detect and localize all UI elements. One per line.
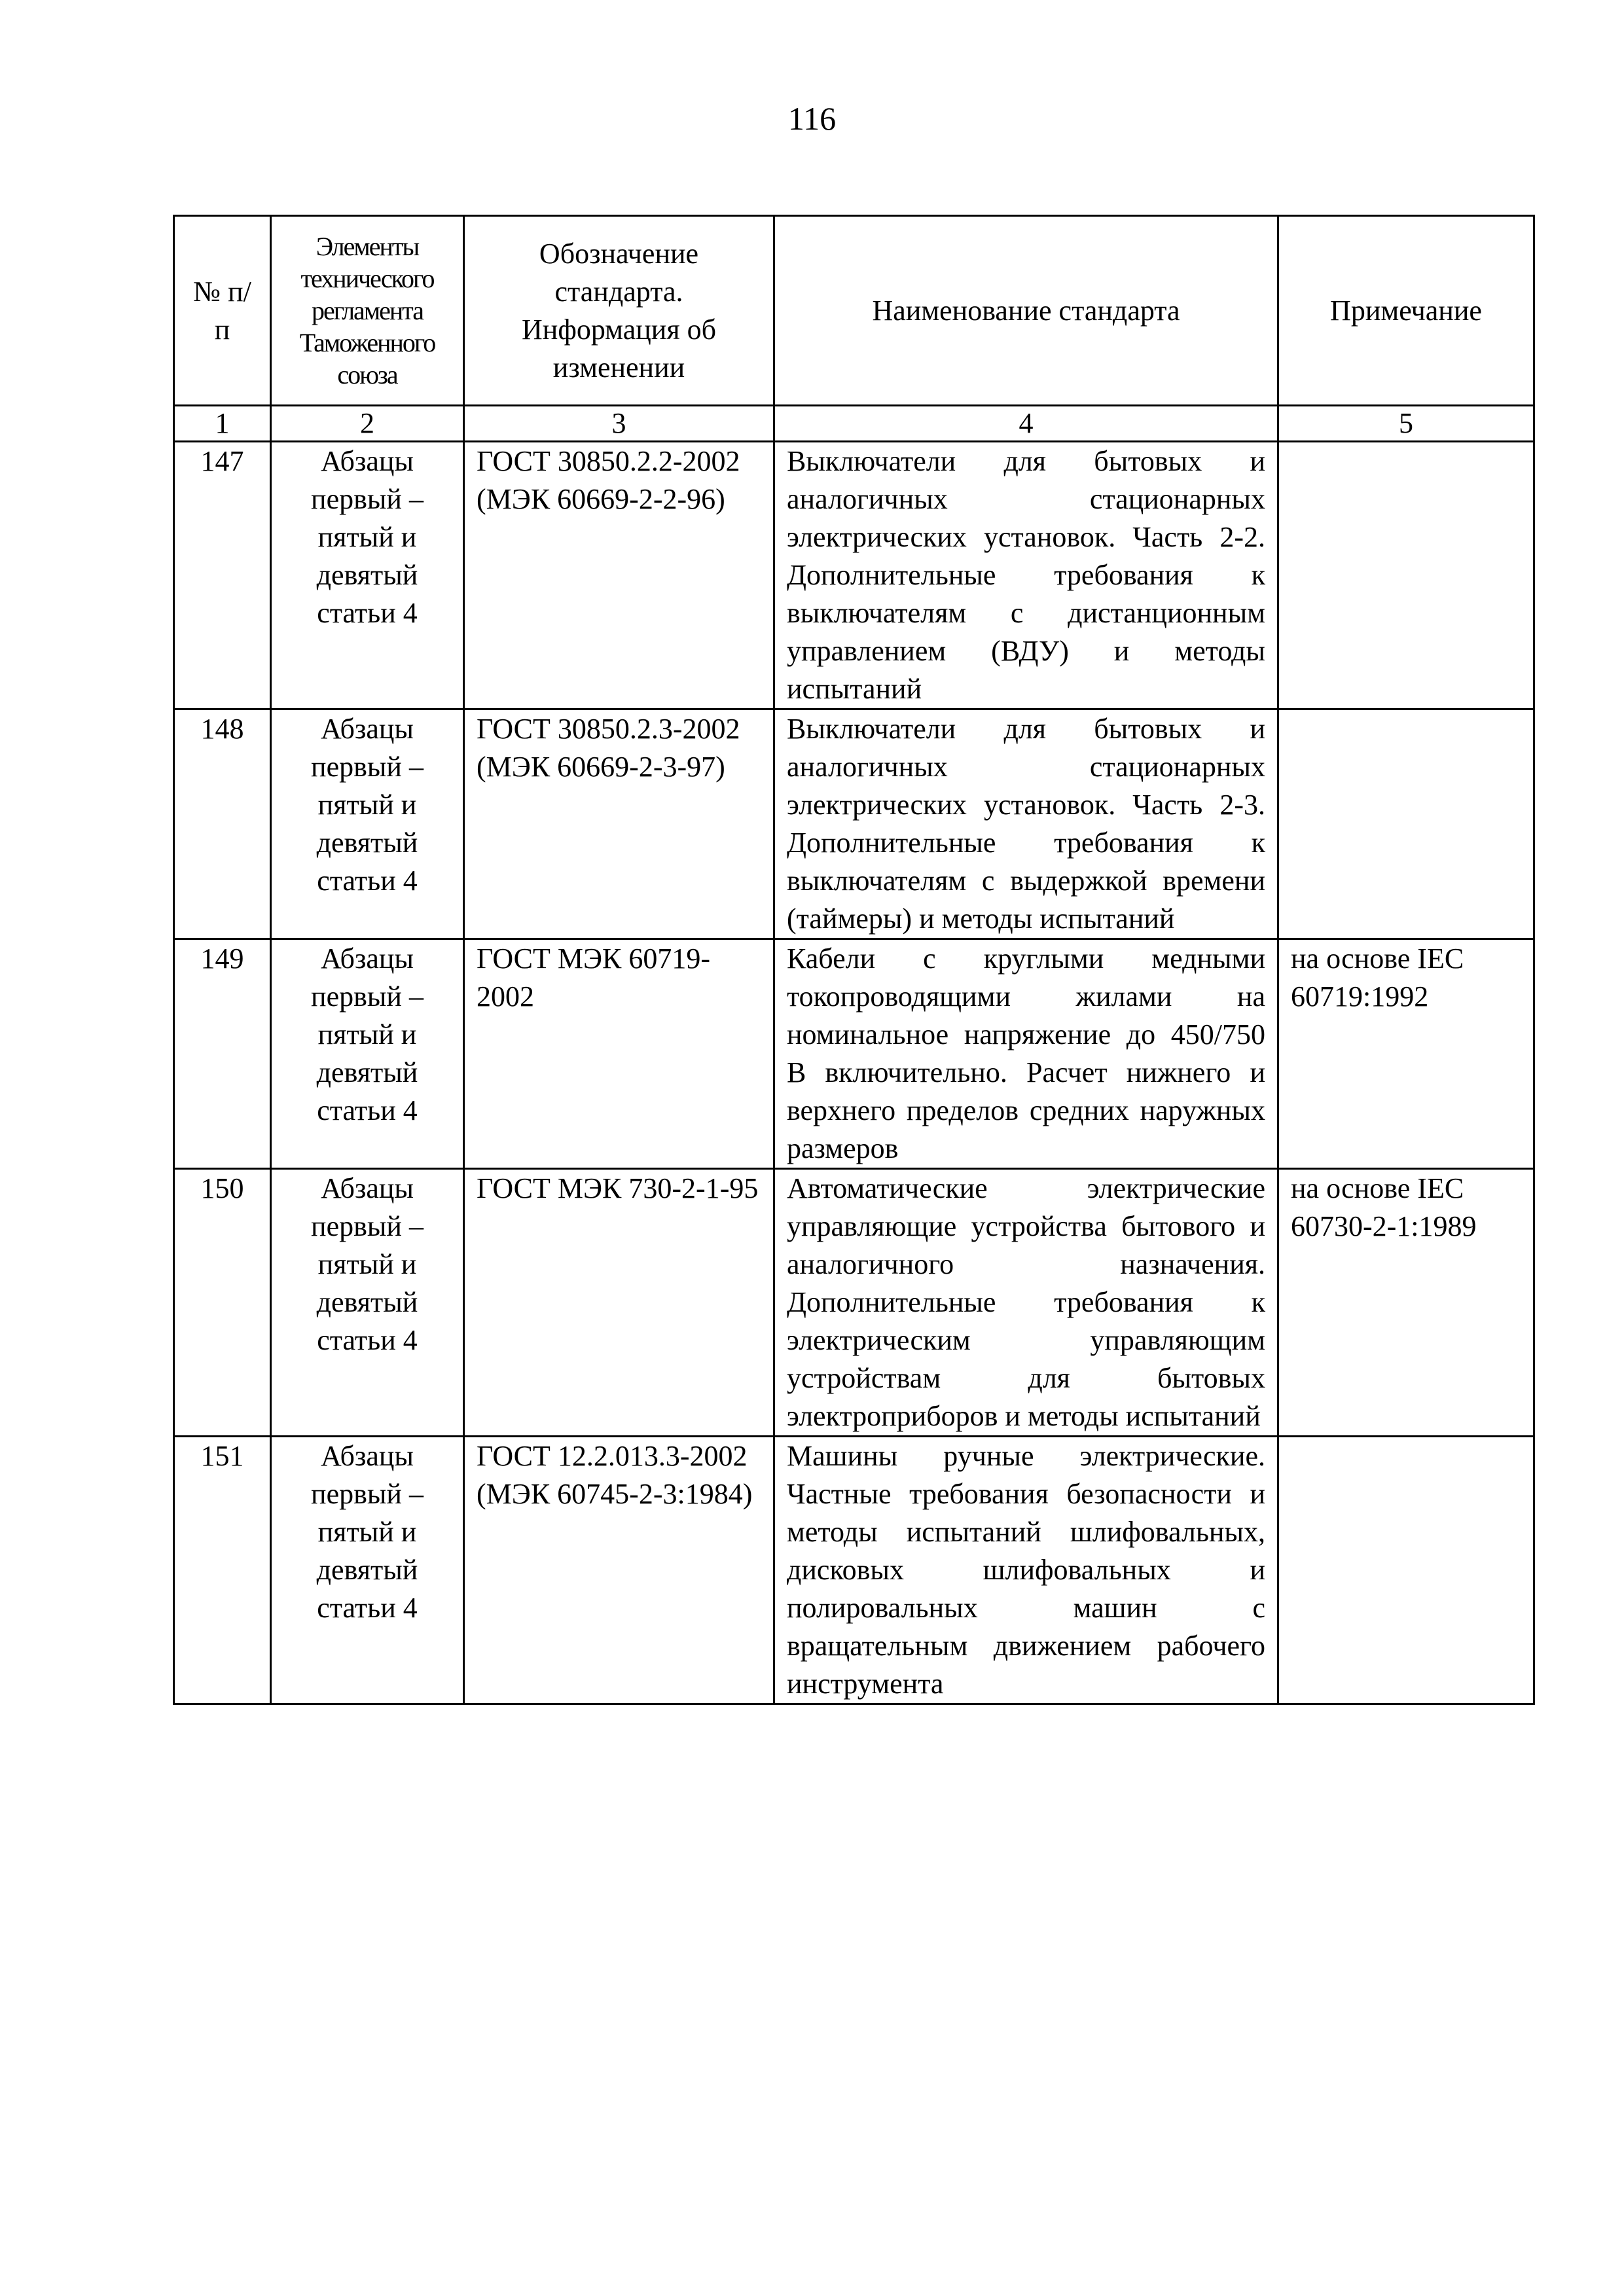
row-note — [1278, 442, 1534, 709]
row-elements: Абзацы первый – пятый и девятый статьи 4 — [271, 1437, 464, 1704]
header-number: № п/п — [174, 216, 271, 406]
row-designation: ГОСТ МЭК 730-2-1-95 — [464, 1169, 774, 1437]
row-note: на основе IEC 60730-2-1:1989 — [1278, 1169, 1534, 1437]
row-number: 149 — [174, 939, 271, 1169]
row-elements: Абзацы первый – пятый и девятый статьи 4 — [271, 709, 464, 939]
standards-table — [173, 215, 1535, 1705]
header-name: Наименование стандарта — [774, 216, 1278, 406]
table-row — [174, 709, 1534, 939]
row-designation: ГОСТ МЭК 60719-2002 — [464, 939, 774, 1169]
row-elements: Абзацы первый – пятый и девятый статьи 4 — [271, 442, 464, 709]
table-header-row — [174, 216, 1534, 406]
row-note — [1278, 1437, 1534, 1704]
table-row — [174, 1169, 1534, 1437]
column-number: 2 — [271, 406, 464, 442]
row-number: 148 — [174, 709, 271, 939]
row-name: Кабели с круглыми медными токопроводящими жилами на номинальное напряжение до 450/750 В включительно. Расчет нижнего и верхнего пределов средних наружных размеров — [774, 939, 1278, 1169]
table-row — [174, 442, 1534, 709]
header-elements: Элементы технического регламента Таможенного союза — [271, 216, 464, 406]
row-name: Выключатели для бытовых и аналогичных стационарных электрических установок. Часть 2-2. Дополнительные требования к выключателям с дистанционным управлением (ВДУ) и методы испытаний — [774, 442, 1278, 709]
row-name: Машины ручные электрические. Частные требования безопасности и методы испытаний шлифовальных, дисковых шлифовальных и полировальных машин с вращательным движением рабочего инструмента — [774, 1437, 1278, 1704]
header-note: Примечание — [1278, 216, 1534, 406]
row-designation: ГОСТ 12.2.013.3-2002 (МЭК 60745-2-3:1984) — [464, 1437, 774, 1704]
row-note: на основе IEC 60719:1992 — [1278, 939, 1534, 1169]
row-number: 151 — [174, 1437, 271, 1704]
column-number-row — [174, 406, 1534, 442]
column-number: 3 — [464, 406, 774, 442]
row-note — [1278, 709, 1534, 939]
column-number: 1 — [174, 406, 271, 442]
row-designation: ГОСТ 30850.2.2-2002 (МЭК 60669-2-2-96) — [464, 442, 774, 709]
table-row — [174, 939, 1534, 1169]
row-elements: Абзацы первый – пятый и девятый статьи 4 — [271, 1169, 464, 1437]
row-number: 150 — [174, 1169, 271, 1437]
table-row — [174, 1437, 1534, 1704]
row-number: 147 — [174, 442, 271, 709]
row-designation: ГОСТ 30850.2.3-2002 (МЭК 60669-2-3-97) — [464, 709, 774, 939]
row-name: Выключатели для бытовых и аналогичных стационарных электрических установок. Часть 2-3. Дополнительные требования к выключателям с выдержкой времени (таймеры) и методы испытаний — [774, 709, 1278, 939]
row-name: Автоматические электрические управляющие устройства бытового и аналогичного назначения. Дополнительные требования к электрическим управляющим устройствам для бытовых электроприборов и методы испытаний — [774, 1169, 1278, 1437]
header-designation: Обозначение стандарта. Информация об изменении — [464, 216, 774, 406]
column-number: 4 — [774, 406, 1278, 442]
row-elements: Абзацы первый – пятый и девятый статьи 4 — [271, 939, 464, 1169]
column-number: 5 — [1278, 406, 1534, 442]
page-number: 116 — [787, 100, 837, 137]
